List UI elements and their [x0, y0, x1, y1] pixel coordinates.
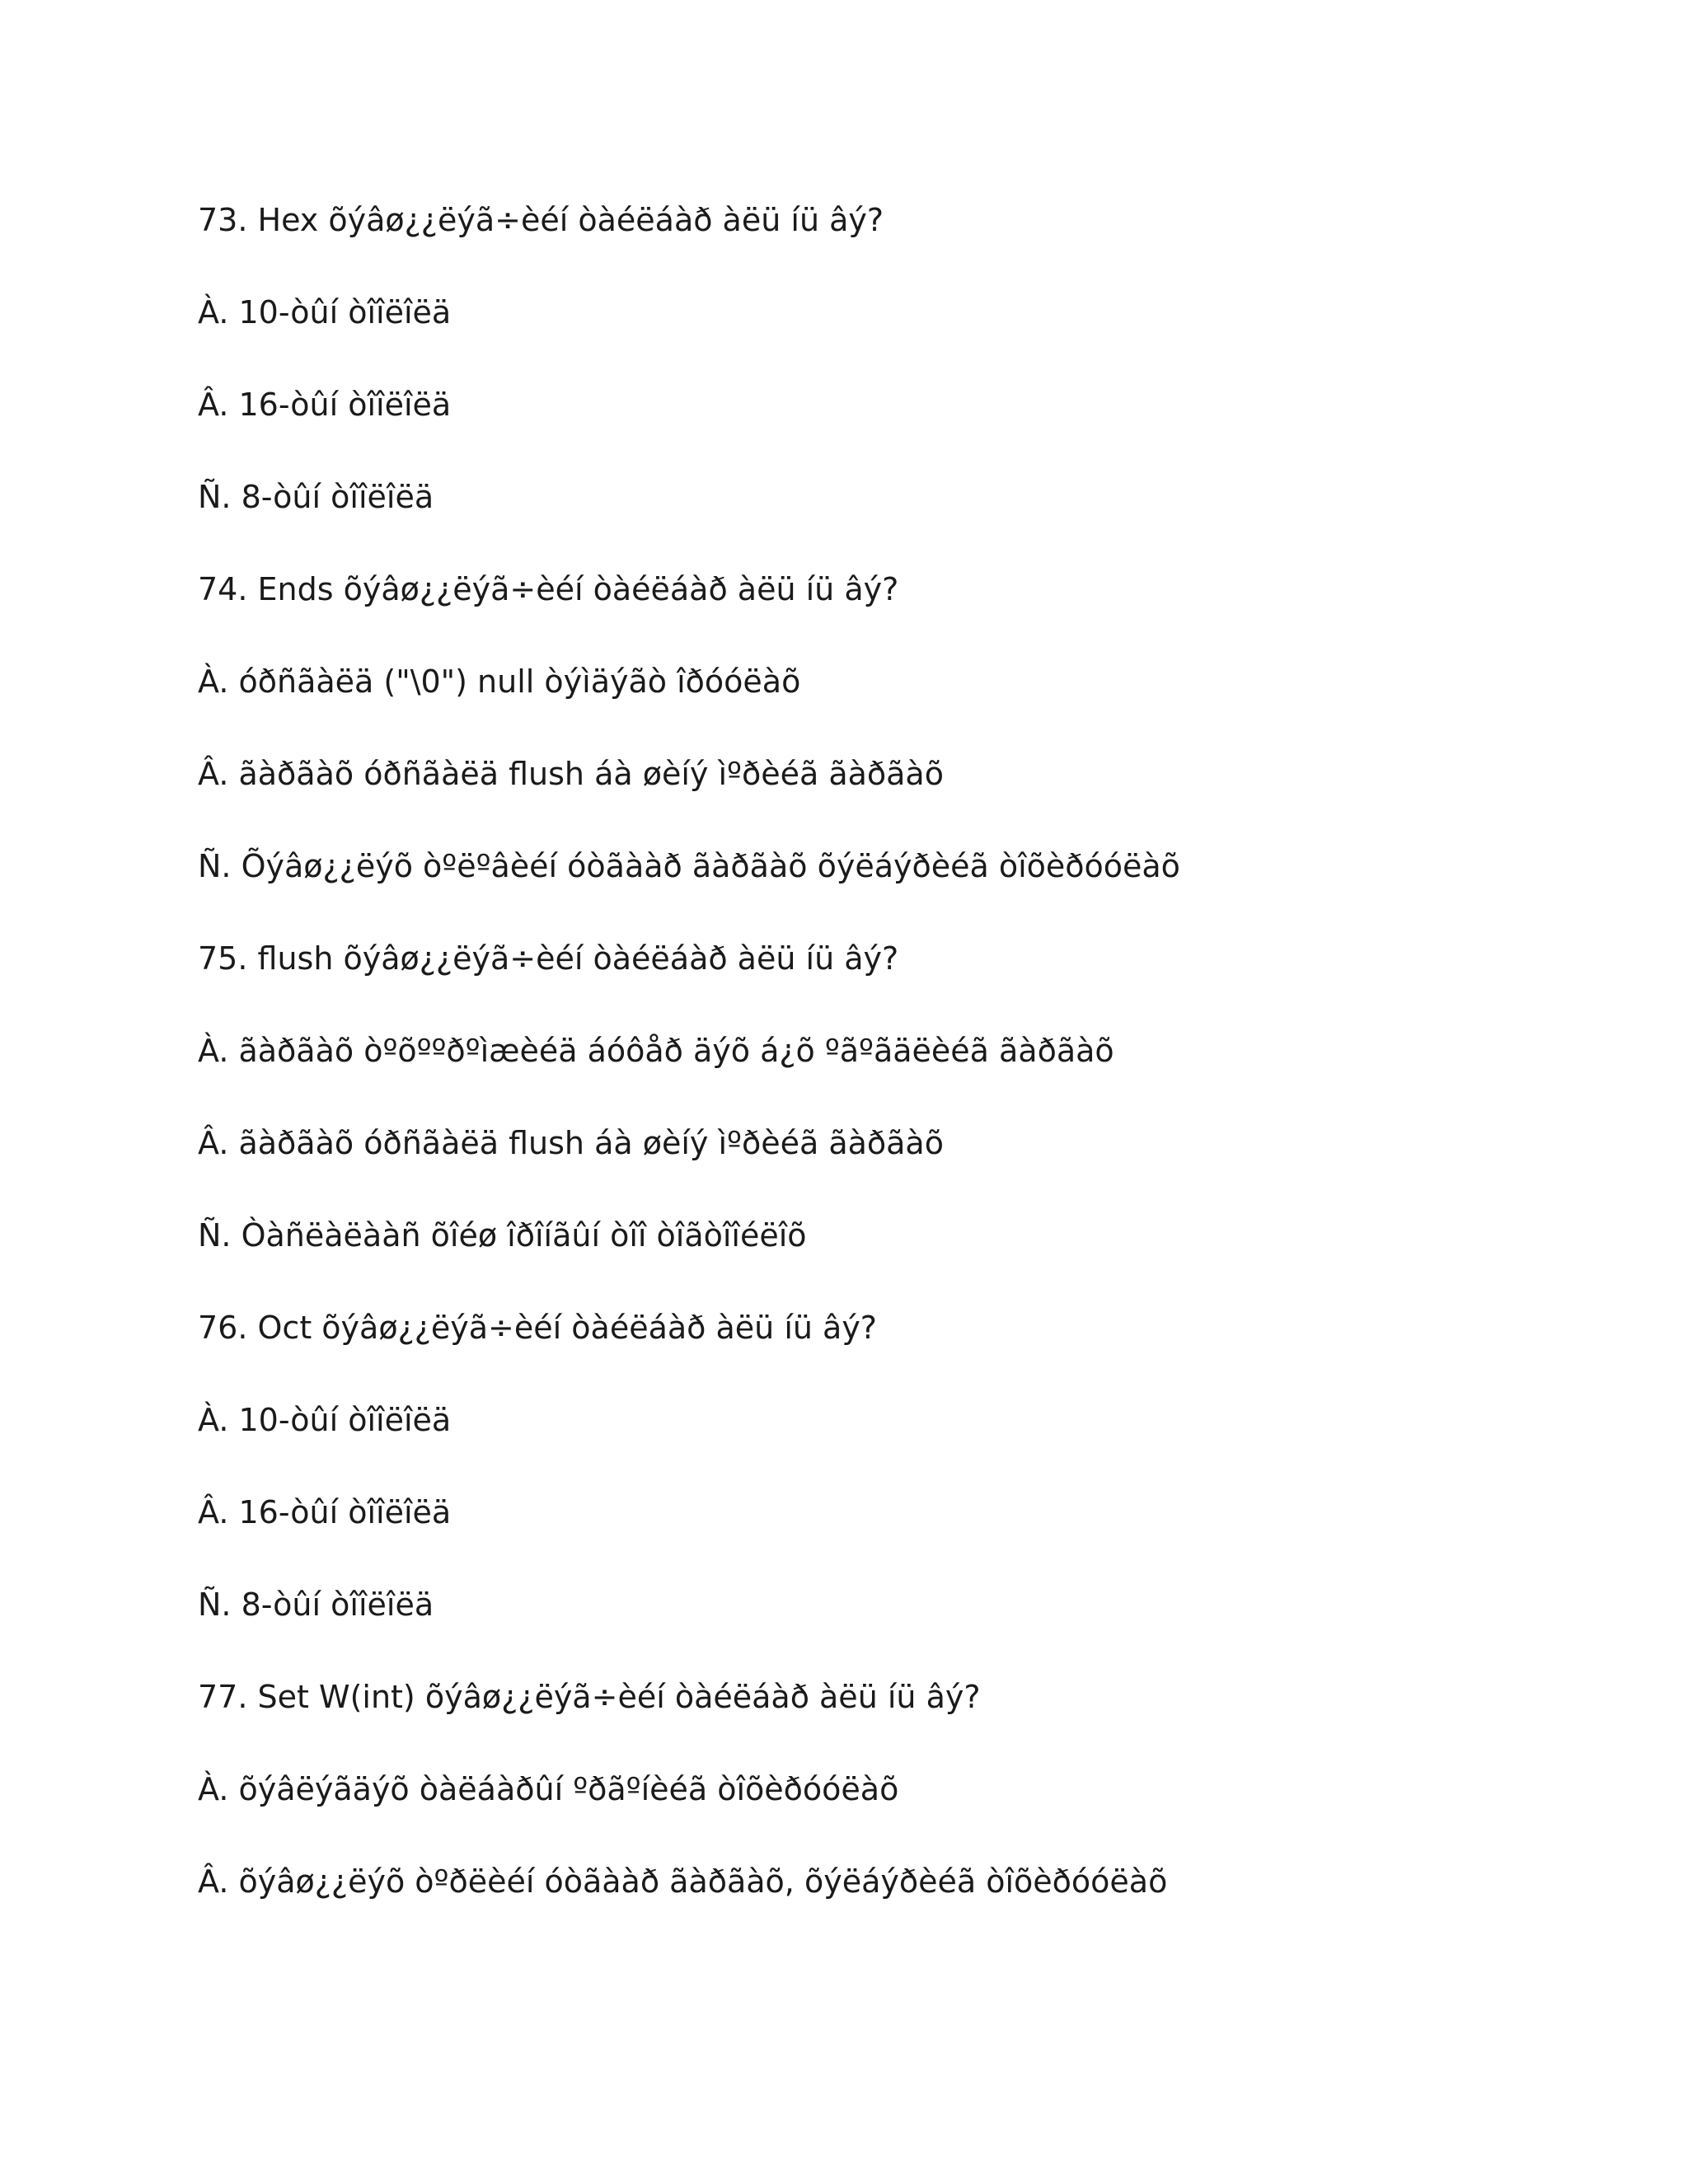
answer-75-c: Ñ. Òàñëàëààñ õîéø îðîíãûí òîî òîãòîîéëîõ [198, 1217, 807, 1254]
question-75: 75. flush õýâø¿¿ëýã÷èéí òàéëáàð àëü íü âý? [198, 940, 899, 977]
answer-73-a: À. 10-òûí òîîëîëä [198, 294, 452, 330]
question-73: 73. Hex õýâø¿¿ëýã÷èéí òàéëáàð àëü íü âý? [198, 202, 884, 238]
question-76: 76. Oct õýâø¿¿ëýã÷èéí òàéëáàð àëü íü âý? [198, 1310, 877, 1346]
answer-74-b: Â. ãàðãàõ óðñãàëä flush áà øèíý ìºðèéã ãàðãàõ [198, 756, 944, 792]
answer-73-b: Â. 16-òûí òîîëîëä [198, 387, 452, 423]
answer-77-a: À. õýâëýãäýõ òàëáàðûí ºðãºíèéã òîõèðóóëàõ [198, 1771, 899, 1807]
answer-77-b: Â. õýâø¿¿ëýõ òºðëèéí óòãààð ãàðãàõ, õýëáýðèéã òîõèðóóëàõ [198, 1863, 1168, 1900]
question-74: 74. Ends õýâø¿¿ëýã÷èéí òàéëáàð àëü íü âý? [198, 571, 899, 607]
answer-76-a: À. 10-òûí òîîëîëä [198, 1402, 452, 1438]
answer-73-c: Ñ. 8-òûí òîîëîëä [198, 479, 434, 515]
answer-74-c: Ñ. Õýâø¿¿ëýõ òºëºâèéí óòãààð ãàðãàõ õýëáýðèéã òîõèðóóëàõ [198, 848, 1180, 884]
answer-75-a: À. ãàðãàõ òºõººðºìæèéä áóôåð äýõ á¿õ ºãºãäëèéã ãàðãàõ [198, 1033, 1114, 1069]
answer-76-c: Ñ. 8-òûí òîîëîëä [198, 1586, 434, 1623]
answer-74-a: À. óðñãàëä ("\0") null òýìäýãò îðóóëàõ [198, 663, 801, 700]
answer-75-b: Â. ãàðãàõ óðñãàëä flush áà øèíý ìºðèéã ãàðãàõ [198, 1125, 944, 1161]
question-77: 77. Set W(int) õýâø¿¿ëýã÷èéí òàéëáàð àëü íü âý? [198, 1679, 981, 1715]
answer-76-b: Â. 16-òûí òîîëîëä [198, 1494, 452, 1530]
